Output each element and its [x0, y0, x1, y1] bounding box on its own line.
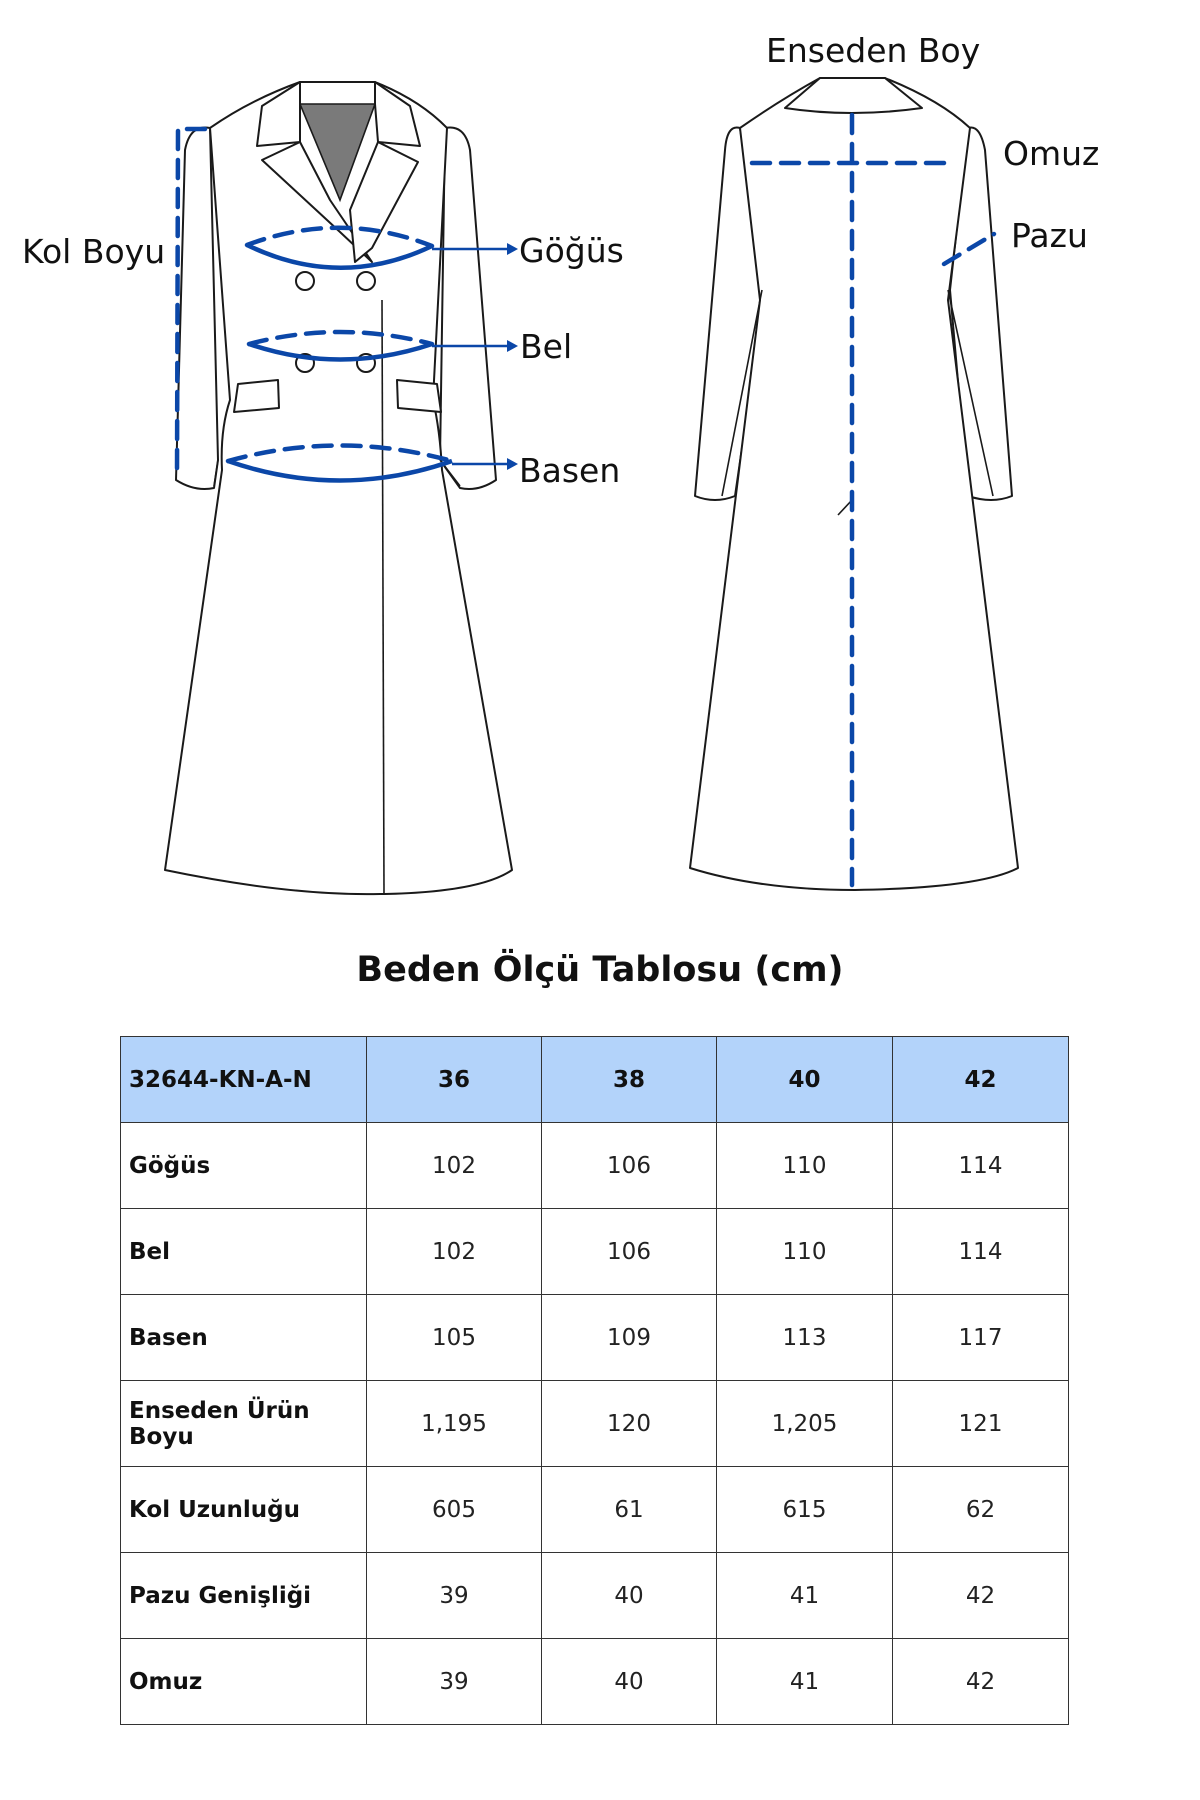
table-cell: 117 — [893, 1295, 1069, 1381]
table-cell: 42 — [893, 1639, 1069, 1725]
header-product-code: 32644-KN-A-N — [121, 1037, 367, 1123]
table-cell: 106 — [542, 1123, 717, 1209]
table-cell: 41 — [717, 1553, 893, 1639]
header-size-36: 36 — [367, 1037, 542, 1123]
label-gogus: Göğüs — [519, 231, 624, 270]
table-cell: 114 — [893, 1123, 1069, 1209]
table-cell: 110 — [717, 1209, 893, 1295]
table-cell: 120 — [542, 1381, 717, 1467]
label-enseden-boy: Enseden Boy — [766, 31, 981, 70]
table-cell: 40 — [542, 1639, 717, 1725]
table-cell: 605 — [367, 1467, 542, 1553]
table-cell: 62 — [893, 1467, 1069, 1553]
row-label: Enseden Ürün Boyu — [121, 1381, 367, 1467]
table-cell: 109 — [542, 1295, 717, 1381]
row-label: Pazu Genişliği — [121, 1553, 367, 1639]
table-row — [121, 1553, 1069, 1639]
header-size-38: 38 — [542, 1037, 717, 1123]
row-label: Basen — [121, 1295, 367, 1381]
table-cell: 106 — [542, 1209, 717, 1295]
label-omuz: Omuz — [1003, 134, 1100, 173]
table-row — [121, 1639, 1069, 1725]
table-cell: 105 — [367, 1295, 542, 1381]
table-header-row — [121, 1037, 1069, 1123]
row-label: Omuz — [121, 1639, 367, 1725]
table-cell: 42 — [893, 1553, 1069, 1639]
table-row — [121, 1295, 1069, 1381]
table-cell: 102 — [367, 1209, 542, 1295]
coat-back-view — [690, 78, 1018, 890]
table-cell: 1,195 — [367, 1381, 542, 1467]
table-cell: 110 — [717, 1123, 893, 1209]
table-cell: 615 — [717, 1467, 893, 1553]
table-row — [121, 1381, 1069, 1467]
table-cell: 121 — [893, 1381, 1069, 1467]
table-row — [121, 1209, 1069, 1295]
row-label: Kol Uzunluğu — [121, 1467, 367, 1553]
row-label: Göğüs — [121, 1123, 367, 1209]
table-cell: 40 — [542, 1553, 717, 1639]
table-row — [121, 1123, 1069, 1209]
label-kol-boyu: Kol Boyu — [22, 232, 166, 271]
label-bel: Bel — [520, 327, 573, 366]
coat-front-view — [165, 82, 518, 894]
size-chart-table — [120, 1036, 1069, 1725]
table-cell: 39 — [367, 1639, 542, 1725]
table-cell: 41 — [717, 1639, 893, 1725]
label-pazu: Pazu — [1011, 216, 1088, 255]
label-basen: Basen — [519, 451, 621, 490]
table-cell: 114 — [893, 1209, 1069, 1295]
table-cell: 102 — [367, 1123, 542, 1209]
row-label: Bel — [121, 1209, 367, 1295]
table-cell: 1,205 — [717, 1381, 893, 1467]
header-size-40: 40 — [717, 1037, 893, 1123]
header-size-42: 42 — [893, 1037, 1069, 1123]
table-row — [121, 1467, 1069, 1553]
table-cell: 61 — [542, 1467, 717, 1553]
table-cell: 113 — [717, 1295, 893, 1381]
table-cell: 39 — [367, 1553, 542, 1639]
table-title: Beden Ölçü Tablosu (cm) — [356, 950, 844, 990]
